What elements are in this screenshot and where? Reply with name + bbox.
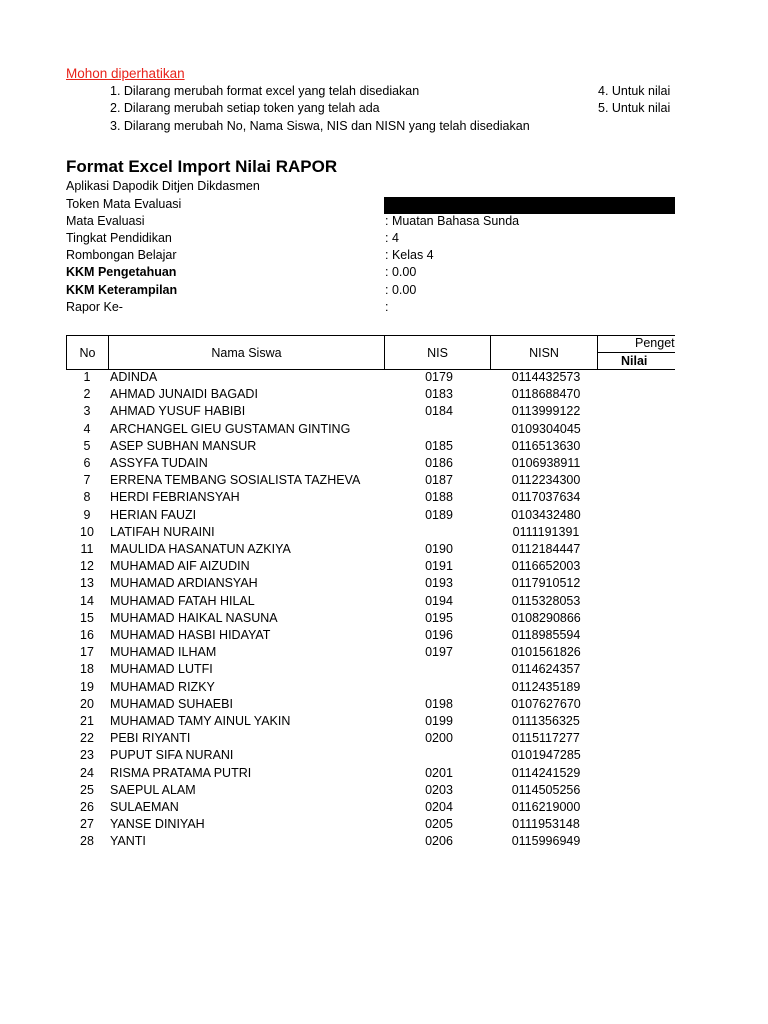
header-pengetahuan-label: Penget [635,336,675,350]
cell-nis: 0186 [425,456,453,471]
field-label-token: Token Mata Evaluasi [66,197,182,211]
cell-no: 3 [83,404,91,419]
cell-nis [386,679,492,696]
cell-nama: PUPUT SIFA NURANI [110,748,234,763]
cell-nis: 0198 [425,696,453,711]
cell-nisn: 0116219000 [511,800,581,815]
table-row [66,696,600,713]
cell-nis: 0205 [425,817,453,832]
table-row [66,799,600,816]
cell-nama: RISMA PRATAMA PUTRI [110,765,252,780]
notice-item-4: 4. Untuk nilai [598,84,671,98]
header-nama-siswa [108,335,385,370]
students-table-body [66,369,600,851]
table-row [66,713,600,730]
cell-nis: 0187 [425,473,453,488]
field-value-kkm-keterampilan: : 0.00 [385,283,417,297]
cell-nama: AHMAD YUSUF HABIBI [110,404,246,419]
cell-nisn: 0106938911 [511,456,581,471]
cell-nisn: 0115117277 [512,731,580,746]
cell-nama: ARCHANGEL GIEU GUSTAMAN GINTING [110,421,351,436]
cell-no: 12 [80,559,94,574]
cell-nisn: 0111953148 [512,817,580,832]
cell-no: 21 [80,714,94,729]
table-row [66,782,600,799]
cell-nis [386,524,492,541]
cell-nis: 0190 [425,542,453,557]
cell-nisn: 0107627670 [511,696,581,711]
cell-nisn: 0113999122 [511,404,581,419]
cell-nisn: 0118985594 [511,628,581,643]
cell-no: 18 [80,662,94,677]
table-row [66,558,600,575]
cell-nisn: 0114505256 [511,782,581,797]
cell-nama: MUHAMAD SUHAEBI [110,696,233,711]
cell-nama: MUHAMAD TAMY AINUL YAKIN [110,714,291,729]
cell-nama: YANTI [110,834,146,849]
table-row [66,524,600,541]
table-row [66,455,600,472]
table-row [66,507,600,524]
cell-nama: AHMAD JUNAIDI BAGADI [110,387,258,402]
cell-nama: MUHAMAD AIF AIZUDIN [110,559,250,574]
table-row [66,833,600,850]
table-row [66,765,600,782]
cell-nisn: 0111356325 [512,714,580,729]
page-subtitle: Aplikasi Dapodik Ditjen Dikdasmen [66,179,260,193]
header-pengetahuan-group [597,335,675,370]
cell-nisn: 0114624357 [511,662,581,677]
cell-nisn: 0115996949 [511,834,581,849]
cell-no: 14 [80,593,94,608]
header-nama-label: Nama Siswa [211,345,282,360]
cell-nis: 0184 [425,404,453,419]
cell-nisn: 0101561826 [511,645,581,660]
table-row [66,679,600,696]
table-row [66,489,600,506]
notice-item-3: 3. Dilarang merubah No, Nama Siswa, NIS dan NISN yang telah disediakan [110,119,530,133]
cell-nama: ASSYFA TUDAIN [110,456,208,471]
table-row [66,610,600,627]
cell-nama: MUHAMAD HAIKAL NASUNA [110,610,278,625]
cell-nama: LATIFAH NURAINI [110,524,215,539]
cell-nis: 0197 [425,645,453,660]
table-row [66,421,600,438]
cell-nama: ADINDA [110,370,158,384]
token-redaction-bar [384,197,675,214]
cell-nis: 0185 [425,438,453,453]
field-label-tingkat: Tingkat Pendidikan [66,231,172,245]
cell-no: 28 [80,834,94,849]
cell-no: 9 [83,507,91,522]
page-title: Format Excel Import Nilai RAPOR [66,157,338,176]
cell-no: 25 [80,782,94,797]
cell-nisn: 0114241529 [511,765,581,780]
cell-no: 17 [80,645,94,660]
header-no [66,335,109,370]
cell-nis: 0200 [425,731,453,746]
table-row [66,575,600,592]
cell-nisn: 0103432480 [511,507,581,522]
cell-no: 11 [80,542,94,557]
field-label-kkm-keterampilan: KKM Keterampilan [66,283,178,297]
cell-no: 16 [80,628,94,643]
cell-nisn: 0117037634 [511,490,581,505]
field-label-kkm-pengetahuan: KKM Pengetahuan [66,265,177,279]
cell-nisn: 0112435189 [511,679,581,694]
cell-nis: 0194 [425,593,453,608]
table-row [66,386,600,403]
cell-nama: PEBI RIYANTI [110,731,191,746]
cell-no: 15 [80,610,94,625]
header-nisn [490,335,598,370]
table-row [66,472,600,489]
cell-no: 10 [80,524,94,539]
cell-no: 1 [83,370,91,384]
field-label-rapor-ke: Rapor Ke- [66,300,123,314]
cell-nis: 0188 [425,490,453,505]
cell-nisn: 0109304045 [511,421,581,436]
header-nis [384,335,491,370]
cell-nisn: 0112184447 [511,542,581,557]
cell-no: 19 [80,679,94,694]
field-value-rapor-ke: : [385,300,389,314]
cell-nama: ASEP SUBHAN MANSUR [110,438,257,453]
table-row [66,816,600,833]
cell-nama: ERRENA TEMBANG SOSIALISTA TAZHEVA [110,473,361,488]
header-nilai-cell [597,352,675,370]
cell-no: 20 [80,696,94,711]
cell-nama: MUHAMAD ILHAM [110,645,217,660]
students-table [66,369,600,851]
cell-nis: 0179 [425,370,453,384]
cell-no: 7 [83,473,91,488]
cell-nis: 0183 [425,387,453,402]
cell-nama: HERIAN FAUZI [110,507,197,522]
cell-nis: 0189 [425,507,453,522]
cell-no: 24 [80,765,94,780]
cell-nama: MUHAMAD FATAH HILAL [110,593,255,608]
cell-nisn: 0108290866 [511,610,581,625]
field-value-tingkat: : 4 [385,231,399,245]
cell-nama: MUHAMAD RIZKY [110,679,215,694]
cell-no: 4 [83,421,91,436]
notice-item-2: 2. Dilarang merubah setiap token yang telah ada [110,101,380,115]
cell-nisn: 0116652003 [511,559,581,574]
cell-no: 5 [83,438,91,453]
cell-nis: 0203 [425,782,453,797]
notice-item-1: 1. Dilarang merubah format excel yang telah disediakan [110,84,420,98]
cell-nis: 0193 [425,576,453,591]
table-row [66,644,600,661]
cell-no: 8 [83,490,91,505]
cell-nisn: 0114432573 [511,370,581,384]
cell-nis [386,747,492,764]
table-row [66,369,600,386]
cell-nis [386,421,492,438]
table-row [66,661,600,678]
field-value-kkm-pengetahuan: : 0.00 [385,265,417,279]
table-row [66,747,600,764]
table-row [66,403,600,420]
header-nisn-label: NISN [529,345,559,360]
cell-nis [386,661,492,678]
header-no-label: No [79,345,96,360]
table-row [66,541,600,558]
table-row [66,627,600,644]
cell-nis: 0196 [425,628,453,643]
field-label-mata-evaluasi: Mata Evaluasi [66,214,145,228]
cell-no: 22 [80,731,94,746]
cell-nama: SULAEMAN [110,800,179,815]
field-value-mata-evaluasi: : Muatan Bahasa Sunda [385,214,520,228]
cell-nisn: 0101947285 [511,748,581,763]
cell-nis: 0199 [425,714,453,729]
cell-nisn: 0111191391 [512,524,580,539]
cell-no: 13 [80,576,94,591]
header-nilai-label: Nilai [621,354,648,368]
table-row [66,730,600,747]
notice-item-5: 5. Untuk nilai [598,101,671,115]
cell-nama: MAULIDA HASANATUN AZKIYA [110,542,291,557]
header-nis-label: NIS [427,345,448,360]
cell-nama: HERDI FEBRIANSYAH [110,490,240,505]
cell-nama: MUHAMAD ARDIANSYAH [110,576,258,591]
cell-nisn: 0112234300 [511,473,581,488]
field-value-rombel: : Kelas 4 [385,248,434,262]
table-row [66,438,600,455]
cell-no: 23 [80,748,94,763]
cell-nisn: 0116513630 [511,438,581,453]
cell-nis: 0201 [425,765,453,780]
cell-nisn: 0115328053 [511,593,581,608]
cell-nisn: 0117910512 [511,576,581,591]
cell-nisn: 0118688470 [511,387,581,402]
cell-nama: YANSE DINIYAH [110,817,205,832]
cell-no: 2 [83,387,91,402]
cell-nis: 0195 [425,610,453,625]
cell-nis: 0191 [425,559,453,574]
field-label-rombel: Rombongan Belajar [66,248,177,262]
cell-nama: MUHAMAD HASBI HIDAYAT [110,628,271,643]
cell-no: 6 [83,456,91,471]
cell-nama: SAEPUL ALAM [110,782,196,797]
cell-no: 26 [80,800,94,815]
notice-title: Mohon diperhatikan [66,66,185,81]
cell-nis: 0204 [425,800,453,815]
cell-nama: MUHAMAD LUTFI [110,662,213,677]
table-row [66,593,600,610]
cell-nis: 0206 [425,834,453,849]
cell-no: 27 [80,817,94,832]
